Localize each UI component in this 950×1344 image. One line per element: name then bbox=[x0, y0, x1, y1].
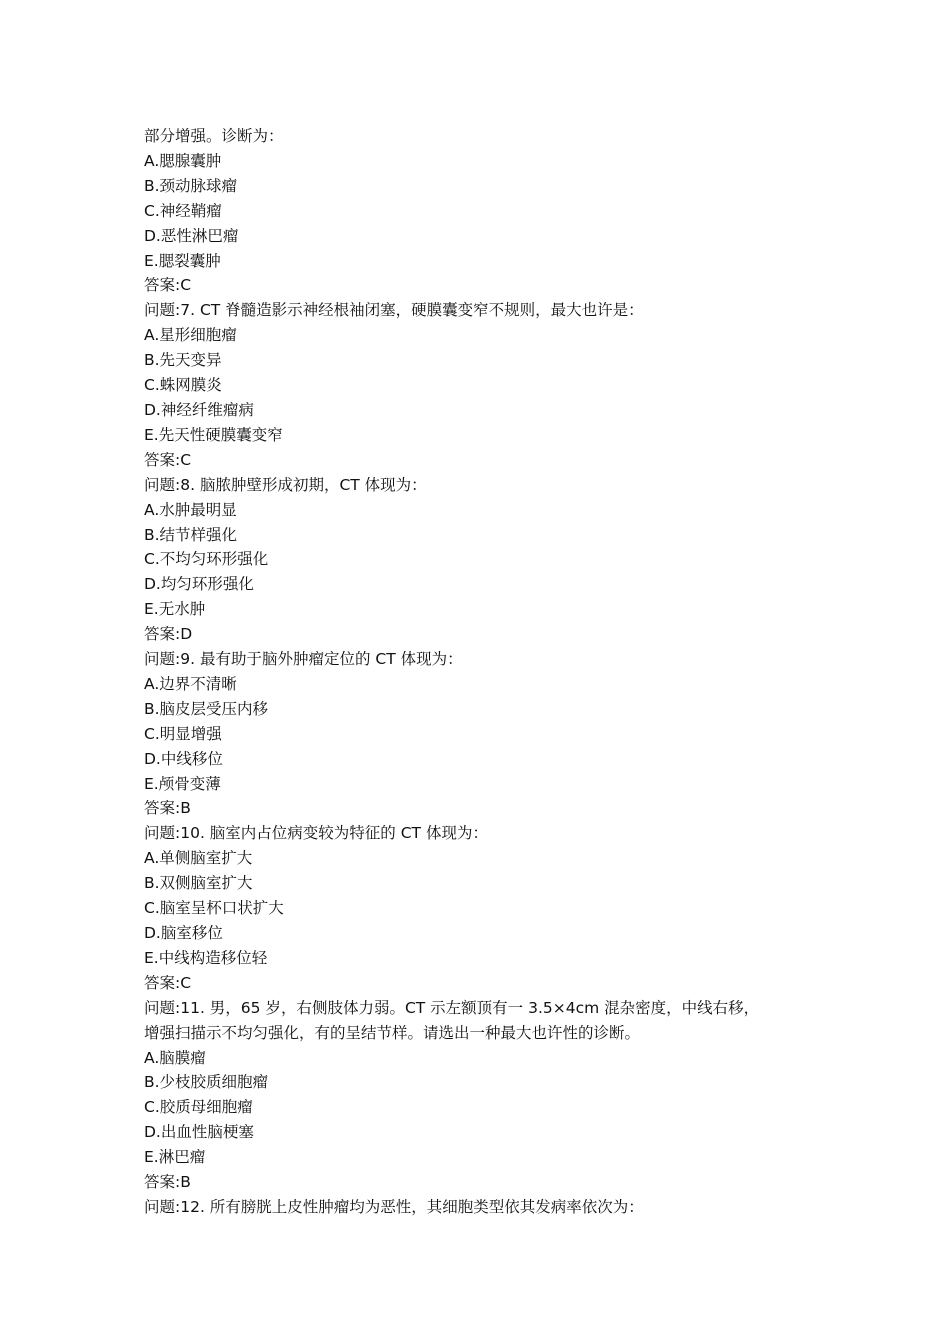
question-11-options bbox=[144, 1046, 814, 1171]
question-11-block bbox=[144, 996, 814, 1195]
question-7-text: 问题:7. CT 脊髓造影示神经根袖闭塞，硬膜囊变窄不规则，最大也许是： bbox=[144, 301, 644, 320]
option-b: B.结节样强化 bbox=[144, 525, 238, 544]
question-10-text: 问题:10. 脑室内占位病变较为特征的 CT 体现为： bbox=[144, 824, 488, 843]
option-e: E.中线构造移位轻 bbox=[144, 948, 268, 967]
option-a: A.腮腺囊肿 bbox=[144, 151, 222, 170]
option-a: A.星形细胞瘤 bbox=[144, 326, 237, 345]
option-d: D.均匀环形强化 bbox=[144, 575, 254, 594]
question-10-block bbox=[144, 821, 814, 995]
question-11-text-line-1: 问题:11. 男，65 岁，右侧肢体力弱。CT 示左额顶有一 3.5×4cm 混杂密度，中线右移， bbox=[144, 998, 760, 1017]
question-7-options bbox=[144, 323, 814, 448]
option-a: A.脑膜瘤 bbox=[144, 1048, 206, 1067]
option-d: D.中线移位 bbox=[144, 749, 223, 768]
option-d: D.神经纤维瘤病 bbox=[144, 400, 254, 419]
question-12-text: 问题:12. 所有膀胱上皮性肿瘤均为恶性，其细胞类型依其发病率依次为： bbox=[144, 1197, 644, 1216]
option-c: C.脑室呈杯口状扩大 bbox=[144, 899, 284, 918]
option-c: C.蛛网膜炎 bbox=[144, 376, 222, 395]
option-b: B.先天变异 bbox=[144, 351, 222, 370]
option-e: E.颅骨变薄 bbox=[144, 774, 221, 793]
question-7-answer: 答案:C bbox=[144, 450, 192, 469]
question-8-block bbox=[144, 473, 814, 647]
question-9-text: 问题:9. 最有助于脑外肿瘤定位的 CT 体现为： bbox=[144, 650, 463, 669]
option-c: C.胶质母细胞瘤 bbox=[144, 1098, 253, 1117]
option-e: E.先天性硬膜囊变窄 bbox=[144, 425, 283, 444]
question-8-options bbox=[144, 498, 814, 623]
option-c: C.神经鞘瘤 bbox=[144, 201, 222, 220]
option-a: A.边界不清晰 bbox=[144, 674, 237, 693]
option-d: D.脑室移位 bbox=[144, 924, 223, 942]
option-b: B.少枝胶质细胞瘤 bbox=[144, 1073, 269, 1092]
question-6-options bbox=[144, 149, 814, 274]
document-content bbox=[144, 124, 814, 1220]
option-a: A.单侧脑室扩大 bbox=[144, 849, 253, 868]
option-b: B.颈动脉球瘤 bbox=[144, 176, 238, 195]
question-9-block bbox=[144, 647, 814, 821]
question-6-continued-text: 部分增强。诊断为： bbox=[144, 127, 284, 145]
question-11-answer: 答案:B bbox=[144, 1173, 191, 1192]
question-9-answer: 答案:B bbox=[144, 799, 191, 818]
option-e: E.无水肿 bbox=[144, 600, 206, 619]
option-d: D.出血性脑梗塞 bbox=[144, 1123, 254, 1142]
option-b: B.脑皮层受压内移 bbox=[144, 699, 269, 718]
question-7-block bbox=[144, 298, 814, 472]
option-c: C.不均匀环形强化 bbox=[144, 550, 269, 569]
question-8-text: 问题:8. 脑脓肿壁形成初期，CT 体现为： bbox=[144, 475, 427, 494]
question-8-answer: 答案:D bbox=[144, 625, 193, 644]
option-a: A.水肿最明显 bbox=[144, 500, 237, 519]
question-10-options bbox=[144, 846, 814, 971]
question-10-answer: 答案:C bbox=[144, 973, 192, 992]
question-11-text-line-2: 增强扫描示不均匀强化，有的呈结节样。请选出一种最大也许性的诊断。 bbox=[144, 1023, 641, 1042]
option-e: E.淋巴瘤 bbox=[144, 1148, 206, 1167]
question-6-answer: 答案:C bbox=[144, 276, 192, 295]
option-e: E.腮裂囊肿 bbox=[144, 251, 221, 270]
option-d: D.恶性淋巴瘤 bbox=[144, 226, 239, 245]
option-b: B.双侧脑室扩大 bbox=[144, 874, 253, 893]
question-12-block bbox=[144, 1195, 814, 1220]
question-6-block bbox=[144, 124, 814, 298]
option-c: C.明显增强 bbox=[144, 724, 222, 743]
question-9-options bbox=[144, 672, 814, 797]
